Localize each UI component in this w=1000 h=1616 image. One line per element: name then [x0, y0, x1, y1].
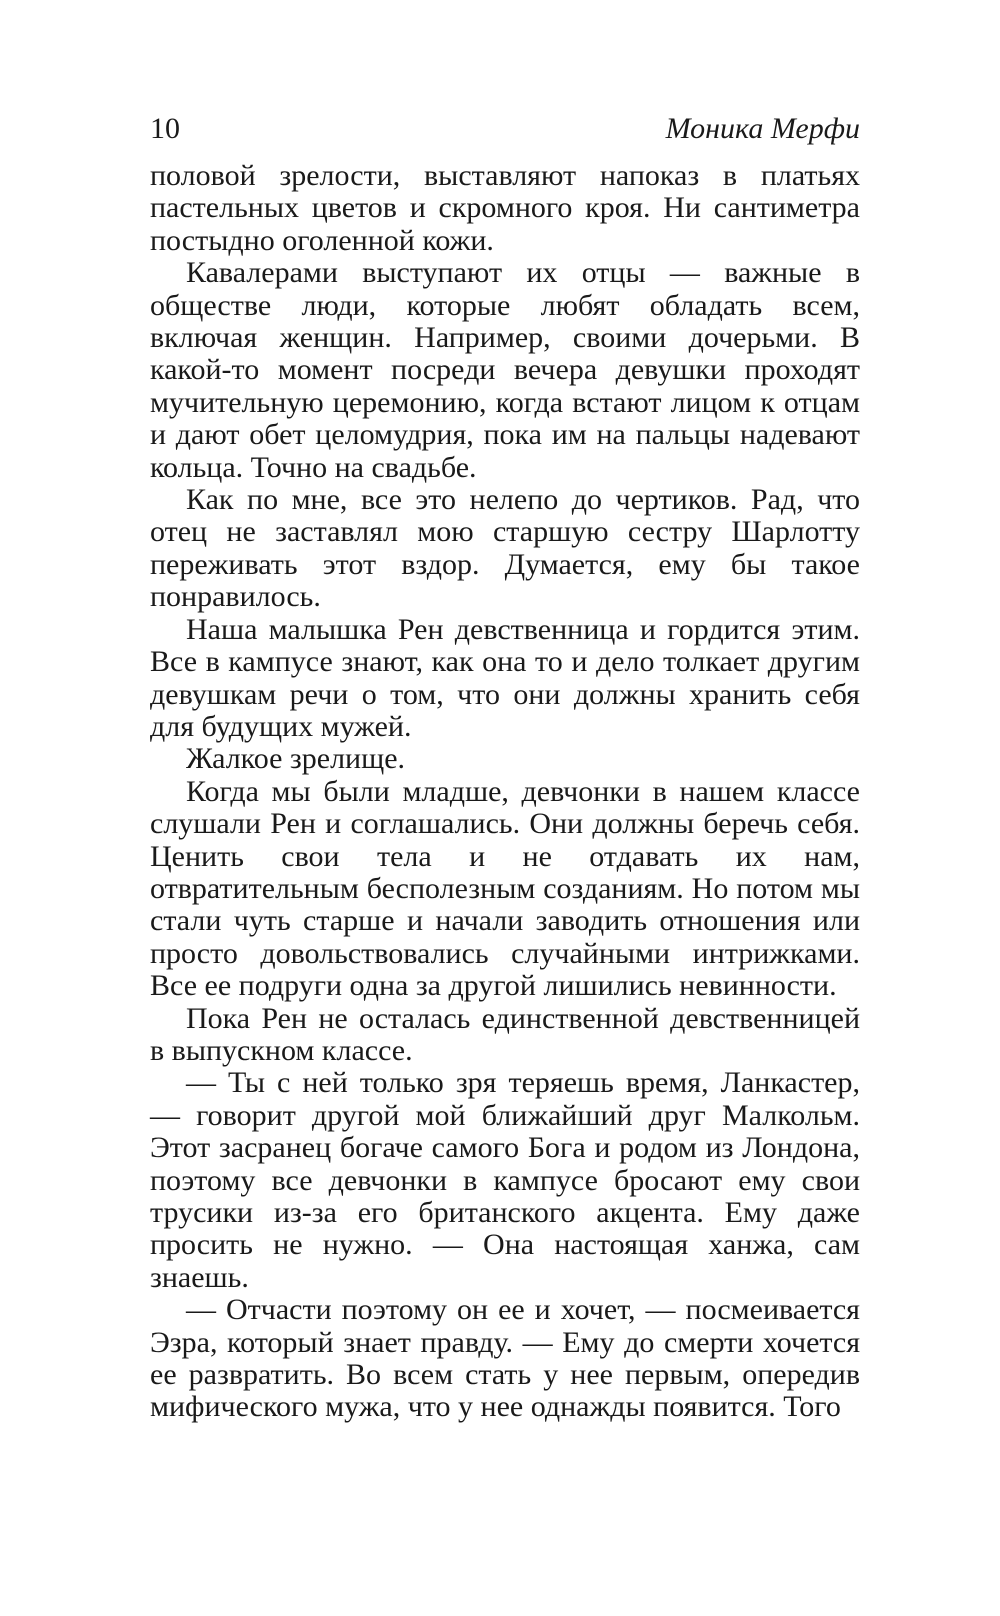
body-text [150, 160, 860, 1424]
paragraph-3: Как по мне, все это нелепо до чертиков. Рад, что отец не заставлял мою старшую сестру Шарлотту переживать этот вздор. Думается, ему бы такое понравилось. [150, 483, 860, 614]
paragraph-2: Кавалерами выступают их отцы — важные в обществе люди, которые любят обладать всем, включая женщин. Например, своими дочерьми. В какой-то момент посреди вечера девушки проходят мучительную церемонию, когда встают лицом к отцам и дают обет целомудрия, пока им на пальцы надевают кольца. Точно на свадьбе. [150, 256, 860, 484]
paragraph-5: Жалкое зрелище. [186, 742, 406, 776]
page-number: 10 [150, 112, 180, 145]
paragraph-1: половой зрелости, выставляют напоказ в платьях пастельных цветов и скромного кроя. Ни сантиметра постыдно оголенной кожи. [150, 159, 860, 257]
paragraph-4: Наша малышка Рен девственница и гордится этим. Все в кампусе знают, как она то и дело толкает другим девушкам речи о том, что они должны хранить себя для будущих мужей. [150, 612, 860, 743]
paragraph-9: — Отчасти поэтому он ее и хочет, — посмеивается Эзра, который знает правду. — Ему до смерти хочется ее развратить. Во всем стать у нее первым, опередив мифического мужа, что у нее однажды появится. Того [150, 1293, 860, 1424]
book-page [150, 112, 860, 1424]
running-title: Моника Мерфи [665, 112, 860, 145]
paragraph-7: Пока Рен не осталась единственной девственницей в выпускном классе. [150, 1001, 860, 1067]
paragraph-8: — Ты с ней только зря теряешь время, Ланкастер, — говорит другой мой ближайший друг Малкольм. Этот засранец богаче самого Бога и родом из Лондона, поэтому все девчонки в кампусе бросают ему свои трусики из-за его британского акцента. Ему даже просить не нужно. — Она настоящая ханжа, сам знаешь. [150, 1066, 860, 1294]
paragraph-6: Когда мы были младше, девчонки в нашем классе слушали Рен и соглашались. Они должны беречь себя. Ценить свои тела и не отдавать их нам, отвратительным бесполезным созданиям. Но потом мы стали чуть старше и начали заводить отношения или просто довольствовались случайными интрижками. Все ее подруги одна за другой лишились невинности. [150, 774, 860, 1003]
running-head [150, 112, 860, 160]
